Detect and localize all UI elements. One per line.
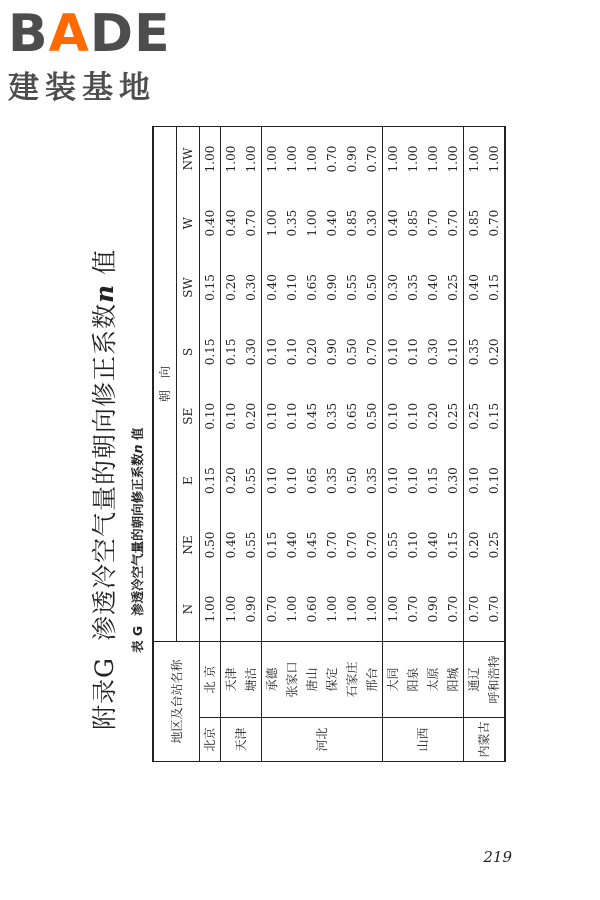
value-cell: 0.90 xyxy=(345,145,359,173)
value-cell: 0.10 xyxy=(467,467,481,494)
caption-suffix: 值 xyxy=(130,427,145,441)
correction-coefficient-table xyxy=(152,126,506,762)
value-cell: 0.40 xyxy=(224,209,238,237)
value-cell: 0.20 xyxy=(224,467,238,494)
value-cell: 0.15 xyxy=(443,513,464,577)
value-cell: 0.55 xyxy=(386,531,400,559)
station-cell: 阳城 xyxy=(443,641,464,717)
value-cell: 0.10 xyxy=(406,338,420,366)
value-cell: 0.90 xyxy=(325,338,339,366)
value-cell: 0.10 xyxy=(265,467,279,494)
value-cell: 0.40 xyxy=(285,531,299,559)
value-cell: 0.40 xyxy=(426,274,440,301)
value-cell: 0.90 xyxy=(325,274,339,301)
value-cell: 0.20 xyxy=(224,274,238,301)
region-cell: 山西 xyxy=(383,718,464,762)
value-cell: 0.40 xyxy=(224,531,238,559)
value-cell: 0.15 xyxy=(200,255,221,319)
logo-letter: A xyxy=(48,4,90,64)
value-cell: 0.70 xyxy=(241,191,262,255)
value-cell: 0.20 xyxy=(426,402,440,430)
station-cell: 张家口 xyxy=(282,641,302,717)
value-cell: 0.70 xyxy=(426,209,440,237)
value-cell: 0.55 xyxy=(241,513,262,577)
value-cell: 1.00 xyxy=(325,595,339,623)
station-cell: 北 京 xyxy=(200,641,221,717)
logo-letter: E xyxy=(134,4,171,64)
value-cell: 0.15 xyxy=(426,467,440,494)
value-cell: 1.00 xyxy=(362,577,383,641)
station-cell: 太原 xyxy=(423,641,443,717)
logo-subtitle: 建装基地 xyxy=(8,70,156,106)
table-row xyxy=(362,127,383,762)
value-cell: 1.00 xyxy=(386,595,400,623)
value-cell: 0.25 xyxy=(484,513,505,577)
value-cell: 0.15 xyxy=(484,384,505,448)
value-cell: 0.10 xyxy=(200,384,221,448)
table-row xyxy=(484,127,505,762)
value-cell: 0.70 xyxy=(362,127,383,191)
station-cell: 阳泉 xyxy=(403,641,423,717)
value-cell: 0.30 xyxy=(241,255,262,319)
value-cell: 0.35 xyxy=(325,467,339,494)
header-area-station: 地区及台站名称 xyxy=(153,641,200,761)
value-cell: 0.10 xyxy=(406,402,420,430)
value-cell: 0.15 xyxy=(200,320,221,384)
table-row xyxy=(241,127,262,762)
value-cell: 0.20 xyxy=(467,531,481,559)
value-cell: 0.30 xyxy=(443,448,464,512)
column-header: S xyxy=(177,320,200,384)
value-cell: 0.10 xyxy=(443,320,464,384)
table-caption xyxy=(128,428,146,653)
value-cell: 0.85 xyxy=(467,209,481,237)
station-cell: 保定 xyxy=(322,641,342,717)
value-cell: 0.10 xyxy=(386,402,400,430)
column-header: NW xyxy=(177,127,200,191)
region-cell: 天津 xyxy=(221,718,262,762)
table-row xyxy=(262,127,283,762)
value-cell: 0.70 xyxy=(406,595,420,623)
value-cell: 0.10 xyxy=(386,338,400,366)
value-cell: 0.40 xyxy=(386,209,400,237)
station-cell: 邢台 xyxy=(362,641,383,717)
station-cell: 唐山 xyxy=(302,641,322,717)
value-cell: 0.10 xyxy=(265,402,279,430)
value-cell: 0.70 xyxy=(484,577,505,641)
header-direction: 朝 向 xyxy=(153,127,177,642)
value-cell: 1.00 xyxy=(305,145,319,173)
table-row xyxy=(464,127,485,762)
value-cell: 0.70 xyxy=(325,145,339,173)
column-header: N xyxy=(177,577,200,641)
value-cell: 0.10 xyxy=(386,467,400,494)
value-cell: 0.15 xyxy=(484,255,505,319)
value-cell: 0.70 xyxy=(265,595,279,623)
value-cell: 0.10 xyxy=(406,531,420,559)
value-cell: 0.10 xyxy=(285,274,299,301)
value-cell: 1.00 xyxy=(484,127,505,191)
value-cell: 1.00 xyxy=(426,145,440,173)
logo-letter: D xyxy=(89,4,135,64)
value-cell: 1.00 xyxy=(406,145,420,173)
region-cell: 北京 xyxy=(200,718,221,762)
caption-label: 表 G xyxy=(130,625,145,653)
column-header: NE xyxy=(177,513,200,577)
value-cell: 1.00 xyxy=(200,577,221,641)
value-cell: 0.70 xyxy=(443,191,464,255)
value-cell: 0.20 xyxy=(305,338,319,366)
value-cell: 0.40 xyxy=(325,209,339,237)
station-cell: 大同 xyxy=(383,641,404,717)
value-cell: 0.10 xyxy=(484,448,505,512)
value-cell: 1.00 xyxy=(345,595,359,623)
value-cell: 0.50 xyxy=(345,338,359,366)
value-cell: 0.10 xyxy=(224,402,238,430)
station-cell: 天津 xyxy=(221,641,242,717)
value-cell: 0.30 xyxy=(362,191,383,255)
table-row xyxy=(342,127,362,762)
logo-letter: B xyxy=(8,4,49,64)
column-header: W xyxy=(177,191,200,255)
appendix-title xyxy=(85,249,121,730)
value-cell: 0.70 xyxy=(362,320,383,384)
column-header: E xyxy=(177,448,200,512)
value-cell: 0.45 xyxy=(305,531,319,559)
value-cell: 0.20 xyxy=(484,320,505,384)
value-cell: 1.00 xyxy=(265,145,279,173)
table-row xyxy=(403,127,423,762)
station-cell: 承德 xyxy=(262,641,283,717)
value-cell: 0.10 xyxy=(285,402,299,430)
value-cell: 0.25 xyxy=(443,255,464,319)
value-cell: 0.10 xyxy=(285,467,299,494)
table-row xyxy=(383,127,404,762)
value-cell: 0.45 xyxy=(305,402,319,430)
value-cell: 0.40 xyxy=(467,274,481,301)
value-cell: 0.90 xyxy=(426,595,440,623)
station-cell: 塘沽 xyxy=(241,641,262,717)
region-cell: 河北 xyxy=(262,718,383,762)
region-cell: 内蒙古 xyxy=(464,718,506,762)
value-cell: 1.00 xyxy=(285,595,299,623)
value-cell: 0.85 xyxy=(345,209,359,237)
rotated-page-content xyxy=(0,80,600,880)
appendix-title-text: 渗透冷空气量的朝向修正系数 xyxy=(90,303,119,642)
table-row xyxy=(282,127,302,762)
value-cell: 0.35 xyxy=(285,209,299,237)
value-cell: 0.70 xyxy=(345,531,359,559)
page-number: 219 xyxy=(483,848,512,866)
column-header: SE xyxy=(177,384,200,448)
value-cell: 0.70 xyxy=(325,531,339,559)
table-row xyxy=(302,127,322,762)
value-cell: 0.25 xyxy=(467,402,481,430)
value-cell: 1.00 xyxy=(241,127,262,191)
value-cell: 0.90 xyxy=(241,577,262,641)
value-cell: 0.15 xyxy=(200,448,221,512)
value-cell: 0.40 xyxy=(426,531,440,559)
value-cell: 1.00 xyxy=(265,209,279,237)
value-cell: 0.35 xyxy=(467,338,481,366)
value-cell: 0.15 xyxy=(265,531,279,559)
column-header: SW xyxy=(177,255,200,319)
caption-text: 渗透冷空气量的朝向修正系数 xyxy=(130,453,145,616)
value-cell: 0.10 xyxy=(285,338,299,366)
value-cell: 0.55 xyxy=(345,274,359,301)
value-cell: 0.50 xyxy=(345,467,359,494)
value-cell: 0.70 xyxy=(467,595,481,623)
table-row xyxy=(322,127,342,762)
value-cell: 0.40 xyxy=(200,191,221,255)
value-cell: 1.00 xyxy=(386,145,400,173)
table-row xyxy=(443,127,464,762)
value-cell: 0.85 xyxy=(406,209,420,237)
value-cell: 1.00 xyxy=(443,127,464,191)
station-cell: 呼和浩特 xyxy=(484,641,505,717)
value-cell: 0.35 xyxy=(362,448,383,512)
station-cell: 石家庄 xyxy=(342,641,362,717)
table-row xyxy=(200,127,221,762)
value-cell: 1.00 xyxy=(467,145,481,173)
value-cell: 0.50 xyxy=(362,255,383,319)
appendix-title-suffix: 值 xyxy=(90,248,119,275)
value-cell: 0.10 xyxy=(265,338,279,366)
value-cell: 0.35 xyxy=(325,402,339,430)
value-cell: 0.70 xyxy=(484,191,505,255)
value-cell: 0.70 xyxy=(443,577,464,641)
value-cell: 1.00 xyxy=(305,209,319,237)
value-cell: 1.00 xyxy=(200,127,221,191)
value-cell: 1.00 xyxy=(285,145,299,173)
value-cell: 1.00 xyxy=(224,145,238,173)
appendix-label: 附录G xyxy=(90,657,119,730)
value-cell: 0.50 xyxy=(200,513,221,577)
value-cell: 0.20 xyxy=(241,384,262,448)
table-row xyxy=(221,127,242,762)
value-cell: 0.30 xyxy=(241,320,262,384)
value-cell: 0.40 xyxy=(265,274,279,301)
value-cell: 0.50 xyxy=(362,384,383,448)
value-cell: 0.65 xyxy=(345,402,359,430)
appendix-title-variable: n xyxy=(90,283,119,303)
value-cell: 1.00 xyxy=(224,595,238,623)
value-cell: 0.10 xyxy=(406,467,420,494)
logo-wordmark xyxy=(8,6,171,62)
value-cell: 0.25 xyxy=(443,384,464,448)
value-cell: 0.30 xyxy=(426,338,440,366)
value-cell: 0.70 xyxy=(362,513,383,577)
value-cell: 0.55 xyxy=(241,448,262,512)
value-cell: 0.65 xyxy=(305,274,319,301)
value-cell: 0.60 xyxy=(305,595,319,623)
value-cell: 0.15 xyxy=(224,338,238,366)
table-row xyxy=(423,127,443,762)
value-cell: 0.30 xyxy=(386,274,400,301)
station-cell: 通辽 xyxy=(464,641,485,717)
caption-variable: n xyxy=(130,444,145,454)
value-cell: 0.35 xyxy=(406,274,420,301)
value-cell: 0.65 xyxy=(305,467,319,494)
